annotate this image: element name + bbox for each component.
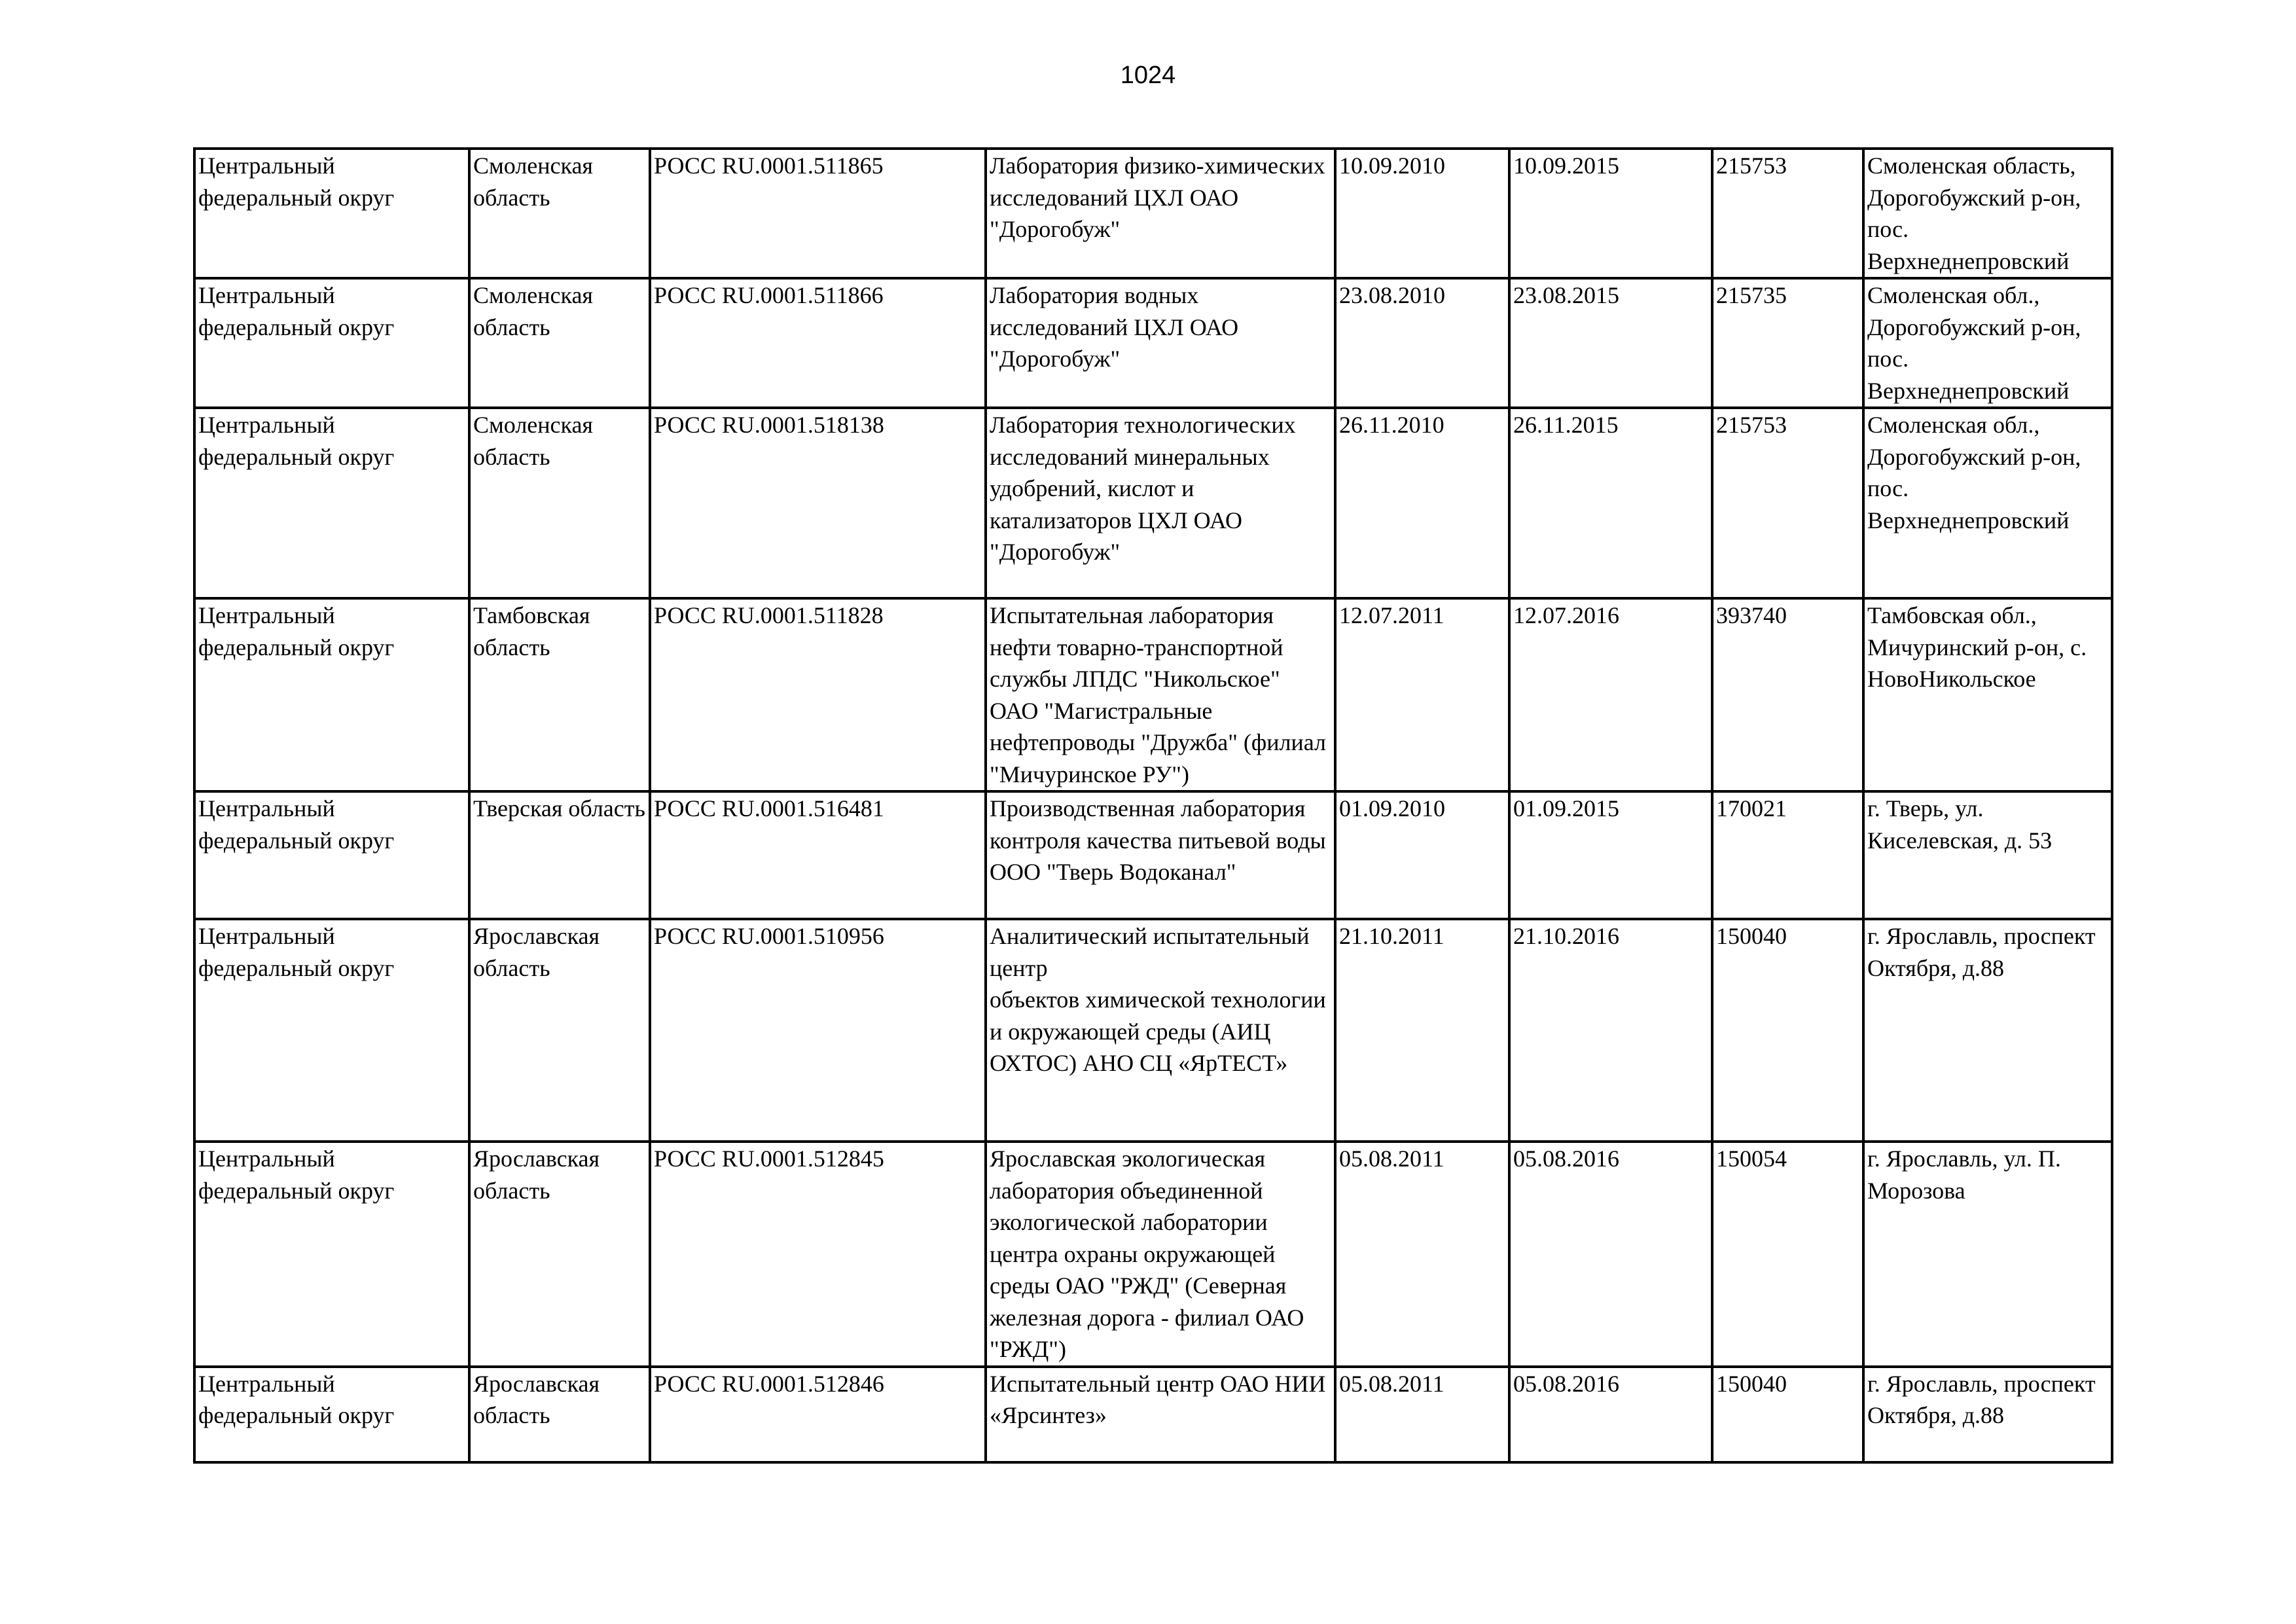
date-to-cell: 23.08.2015 (1509, 278, 1712, 408)
region-cell: Смоленская область (469, 278, 650, 408)
district-cell: Центральный федеральный округ (194, 791, 469, 919)
postal-code-cell: 215735 (1712, 278, 1863, 408)
lab-name-cell: Лаборатория технологических исследований минеральных удобрений, кислот и катализаторов ЦХЛ ОАО "Дорогобуж" (986, 408, 1335, 598)
reg-number-cell: РОСС RU.0001.511866 (650, 278, 986, 408)
table-row (194, 1367, 2112, 1462)
date-from-cell: 26.11.2010 (1335, 408, 1509, 598)
lab-name-cell: Испытательная лаборатория нефти товарно-транспортной службы ЛПДС "Никольское" ОАО "Магистральные нефтепроводы "Дружба" (филиал "Мичуринское РУ") (986, 598, 1335, 791)
page-number: 1024 (1120, 62, 1176, 89)
date-to-cell: 10.09.2015 (1509, 149, 1712, 278)
address-cell: Смоленская обл., Дорогобужский р-он, пос. Верхнеднепровский (1863, 278, 2112, 408)
reg-number-cell: РОСС RU.0001.518138 (650, 408, 986, 598)
district-cell: Центральный федеральный округ (194, 149, 469, 278)
reg-number-cell: РОСС RU.0001.510956 (650, 919, 986, 1142)
postal-code-cell: 150040 (1712, 919, 1863, 1142)
postal-code-cell: 393740 (1712, 598, 1863, 791)
table-row (194, 1142, 2112, 1367)
lab-name-cell: Испытательный центр ОАО НИИ «Ярсинтез» (986, 1367, 1335, 1462)
postal-code-cell: 215753 (1712, 408, 1863, 598)
date-from-cell: 12.07.2011 (1335, 598, 1509, 791)
lab-name-cell: Лаборатория водных исследований ЦХЛ ОАО "Дорогобуж" (986, 278, 1335, 408)
postal-code-cell: 215753 (1712, 149, 1863, 278)
region-cell: Ярославская область (469, 919, 650, 1142)
district-cell: Центральный федеральный округ (194, 919, 469, 1142)
lab-name-cell: Лаборатория физико-химических исследований ЦХЛ ОАО "Дорогобуж" (986, 149, 1335, 278)
district-cell: Центральный федеральный округ (194, 1367, 469, 1462)
table-row (194, 791, 2112, 919)
reg-number-cell: РОСС RU.0001.511828 (650, 598, 986, 791)
reg-number-cell: РОСС RU.0001.512846 (650, 1367, 986, 1462)
region-cell: Тверская область (469, 791, 650, 919)
reg-number-cell: РОСС RU.0001.512845 (650, 1142, 986, 1367)
table-row (194, 598, 2112, 791)
region-cell: Ярославская область (469, 1367, 650, 1462)
postal-code-cell: 150040 (1712, 1367, 1863, 1462)
region-cell: Ярославская область (469, 1142, 650, 1367)
address-cell: Смоленская обл., Дорогобужский р-он, пос. Верхнеднепровский (1863, 408, 2112, 598)
date-from-cell: 05.08.2011 (1335, 1367, 1509, 1462)
address-cell: г. Тверь, ул. Киселевская, д. 53 (1863, 791, 2112, 919)
date-to-cell: 01.09.2015 (1509, 791, 1712, 919)
address-cell: г. Ярославль, проспект Октября, д.88 (1863, 1367, 2112, 1462)
date-from-cell: 01.09.2010 (1335, 791, 1509, 919)
reg-number-cell: РОСС RU.0001.511865 (650, 149, 986, 278)
lab-name-cell: Производственная лаборатория контроля качества питьевой воды ООО "Тверь Водоканал" (986, 791, 1335, 919)
table-row (194, 919, 2112, 1142)
table-row (194, 278, 2112, 408)
region-cell: Смоленская область (469, 408, 650, 598)
address-cell: г. Ярославль, ул. П. Морозова (1863, 1142, 2112, 1367)
laboratory-registry-table (193, 147, 2113, 1464)
table-row (194, 149, 2112, 278)
region-cell: Смоленская область (469, 149, 650, 278)
date-to-cell: 21.10.2016 (1509, 919, 1712, 1142)
postal-code-cell: 170021 (1712, 791, 1863, 919)
region-cell: Тамбовская область (469, 598, 650, 791)
lab-name-cell: Аналитический испытательный центр объектов химической технологии и окружающей среды (АИЦ ОХТОС) АНО СЦ «ЯрТЕСТ» (986, 919, 1335, 1142)
district-cell: Центральный федеральный округ (194, 598, 469, 791)
date-from-cell: 23.08.2010 (1335, 278, 1509, 408)
date-to-cell: 05.08.2016 (1509, 1367, 1712, 1462)
date-to-cell: 26.11.2015 (1509, 408, 1712, 598)
address-cell: Смоленская область, Дорогобужский р-он, пос. Верхнеднепровский (1863, 149, 2112, 278)
lab-name-cell: Ярославская экологическая лаборатория объединенной экологической лаборатории центра охраны окружающей среды ОАО "РЖД" (Северная железная дорога - филиал ОАО "РЖД") (986, 1142, 1335, 1367)
date-from-cell: 21.10.2011 (1335, 919, 1509, 1142)
district-cell: Центральный федеральный округ (194, 408, 469, 598)
date-to-cell: 12.07.2016 (1509, 598, 1712, 791)
table-row (194, 408, 2112, 598)
district-cell: Центральный федеральный округ (194, 1142, 469, 1367)
district-cell: Центральный федеральный округ (194, 278, 469, 408)
reg-number-cell: РОСС RU.0001.516481 (650, 791, 986, 919)
postal-code-cell: 150054 (1712, 1142, 1863, 1367)
date-from-cell: 10.09.2010 (1335, 149, 1509, 278)
address-cell: Тамбовская обл., Мичуринский р-он, с. НовоНикольское (1863, 598, 2112, 791)
address-cell: г. Ярославль, проспект Октября, д.88 (1863, 919, 2112, 1142)
date-from-cell: 05.08.2011 (1335, 1142, 1509, 1367)
date-to-cell: 05.08.2016 (1509, 1142, 1712, 1367)
